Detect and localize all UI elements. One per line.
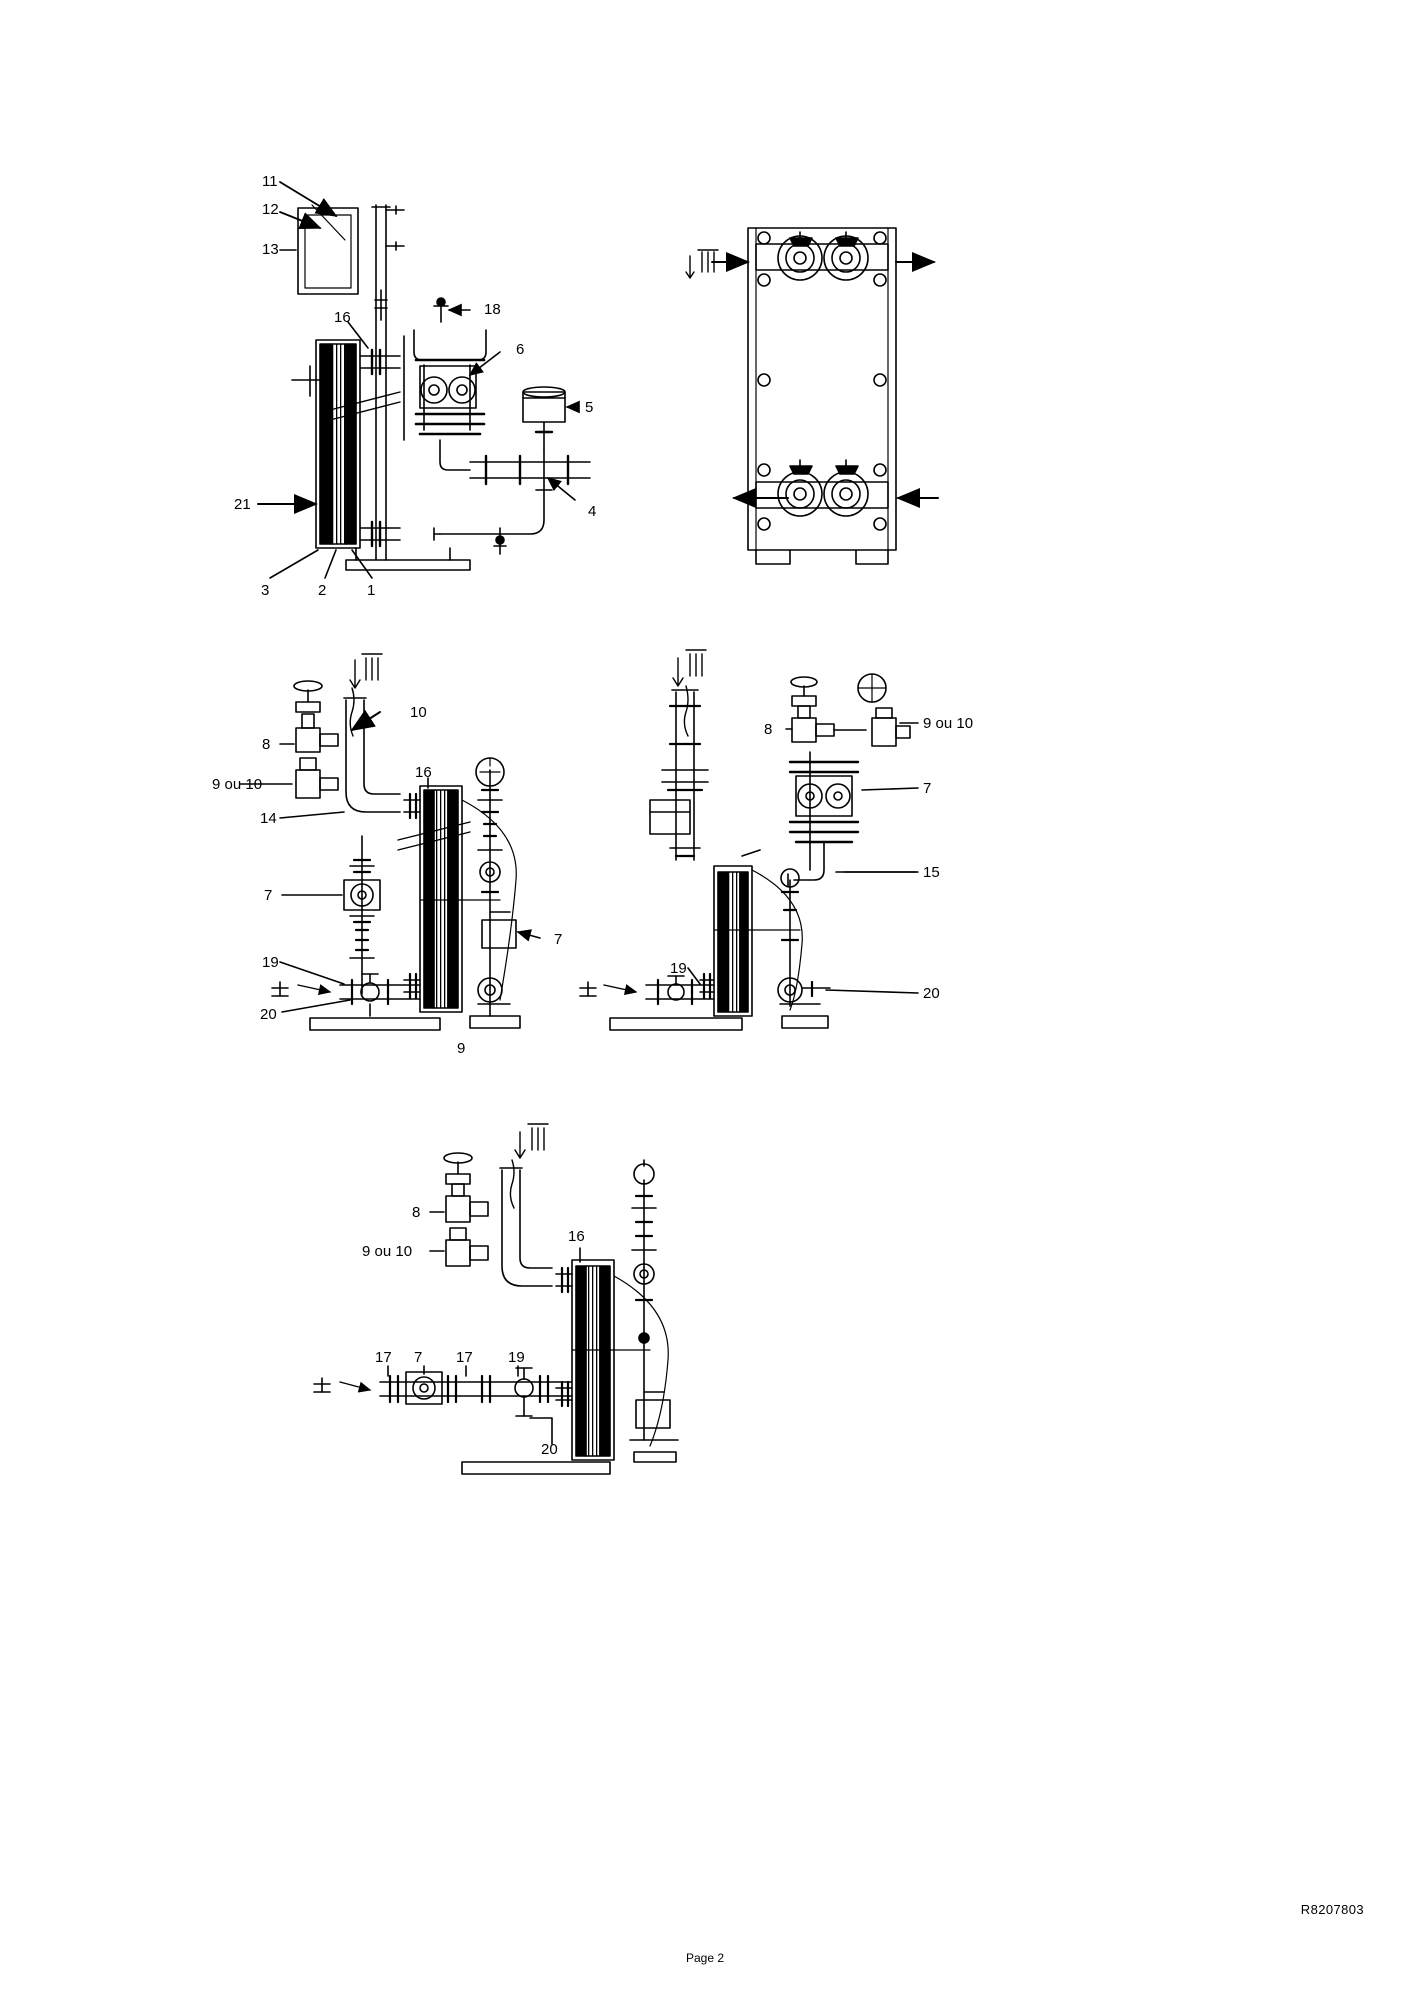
callout-7-mid-left-right: 7 xyxy=(554,931,563,948)
callout-9-or-10-mid-left: 9 ou 10 xyxy=(212,776,263,793)
callout-7-bottom: 7 xyxy=(414,1349,423,1366)
callout-10-mid-left: 10 xyxy=(410,704,427,721)
callout-2: 2 xyxy=(318,582,327,599)
callout-1: 1 xyxy=(367,582,376,599)
callout-7-mid-right: 7 xyxy=(923,780,932,797)
callout-5: 5 xyxy=(585,399,594,416)
callout-17-left: 17 xyxy=(375,1349,392,1366)
callout-8-mid-left: 8 xyxy=(262,736,271,753)
fig-bottom-art xyxy=(314,1124,678,1474)
drawing-code: R8207803 xyxy=(1300,1902,1364,1917)
callout-11: 11 xyxy=(262,173,278,190)
callout-16-top: 16 xyxy=(334,309,351,326)
callout-4: 4 xyxy=(588,503,597,520)
callout-3: 3 xyxy=(261,582,270,599)
callout-13: 13 xyxy=(262,241,279,258)
fig-top-right-art xyxy=(686,228,938,564)
callout-9-or-10-mid-right: 9 ou 10 xyxy=(923,715,974,732)
callout-6: 6 xyxy=(516,341,525,358)
callout-7-mid-left: 7 xyxy=(264,887,273,904)
callout-16-bottom: 16 xyxy=(568,1228,585,1245)
callout-9-mid-left: 9 xyxy=(457,1040,466,1057)
fig-mid-left-art xyxy=(240,654,540,1030)
callout-16-mid-left: 16 xyxy=(415,764,432,781)
callout-19-mid-right: 19 xyxy=(670,960,687,977)
callout-14: 14 xyxy=(260,810,277,827)
callout-8-mid-right: 8 xyxy=(764,721,773,738)
fig-mid-right-art xyxy=(580,650,918,1030)
page-label: Page 2 xyxy=(685,1951,725,1965)
callout-19-mid-left: 19 xyxy=(262,954,279,971)
callout-12: 12 xyxy=(262,201,279,218)
callout-21: 21 xyxy=(234,496,251,513)
callout-20-bottom: 20 xyxy=(541,1441,558,1458)
callout-20-mid-right: 20 xyxy=(923,985,940,1002)
callout-17-right: 17 xyxy=(456,1349,473,1366)
callout-20-mid-left: 20 xyxy=(260,1006,277,1023)
fig-top-left-art xyxy=(258,182,590,578)
callout-19-bottom: 19 xyxy=(508,1349,525,1366)
callout-18: 18 xyxy=(484,301,501,318)
callout-15: 15 xyxy=(923,864,940,881)
callout-9-or-10-bottom: 9 ou 10 xyxy=(362,1243,413,1260)
callout-8-bottom: 8 xyxy=(412,1204,421,1221)
